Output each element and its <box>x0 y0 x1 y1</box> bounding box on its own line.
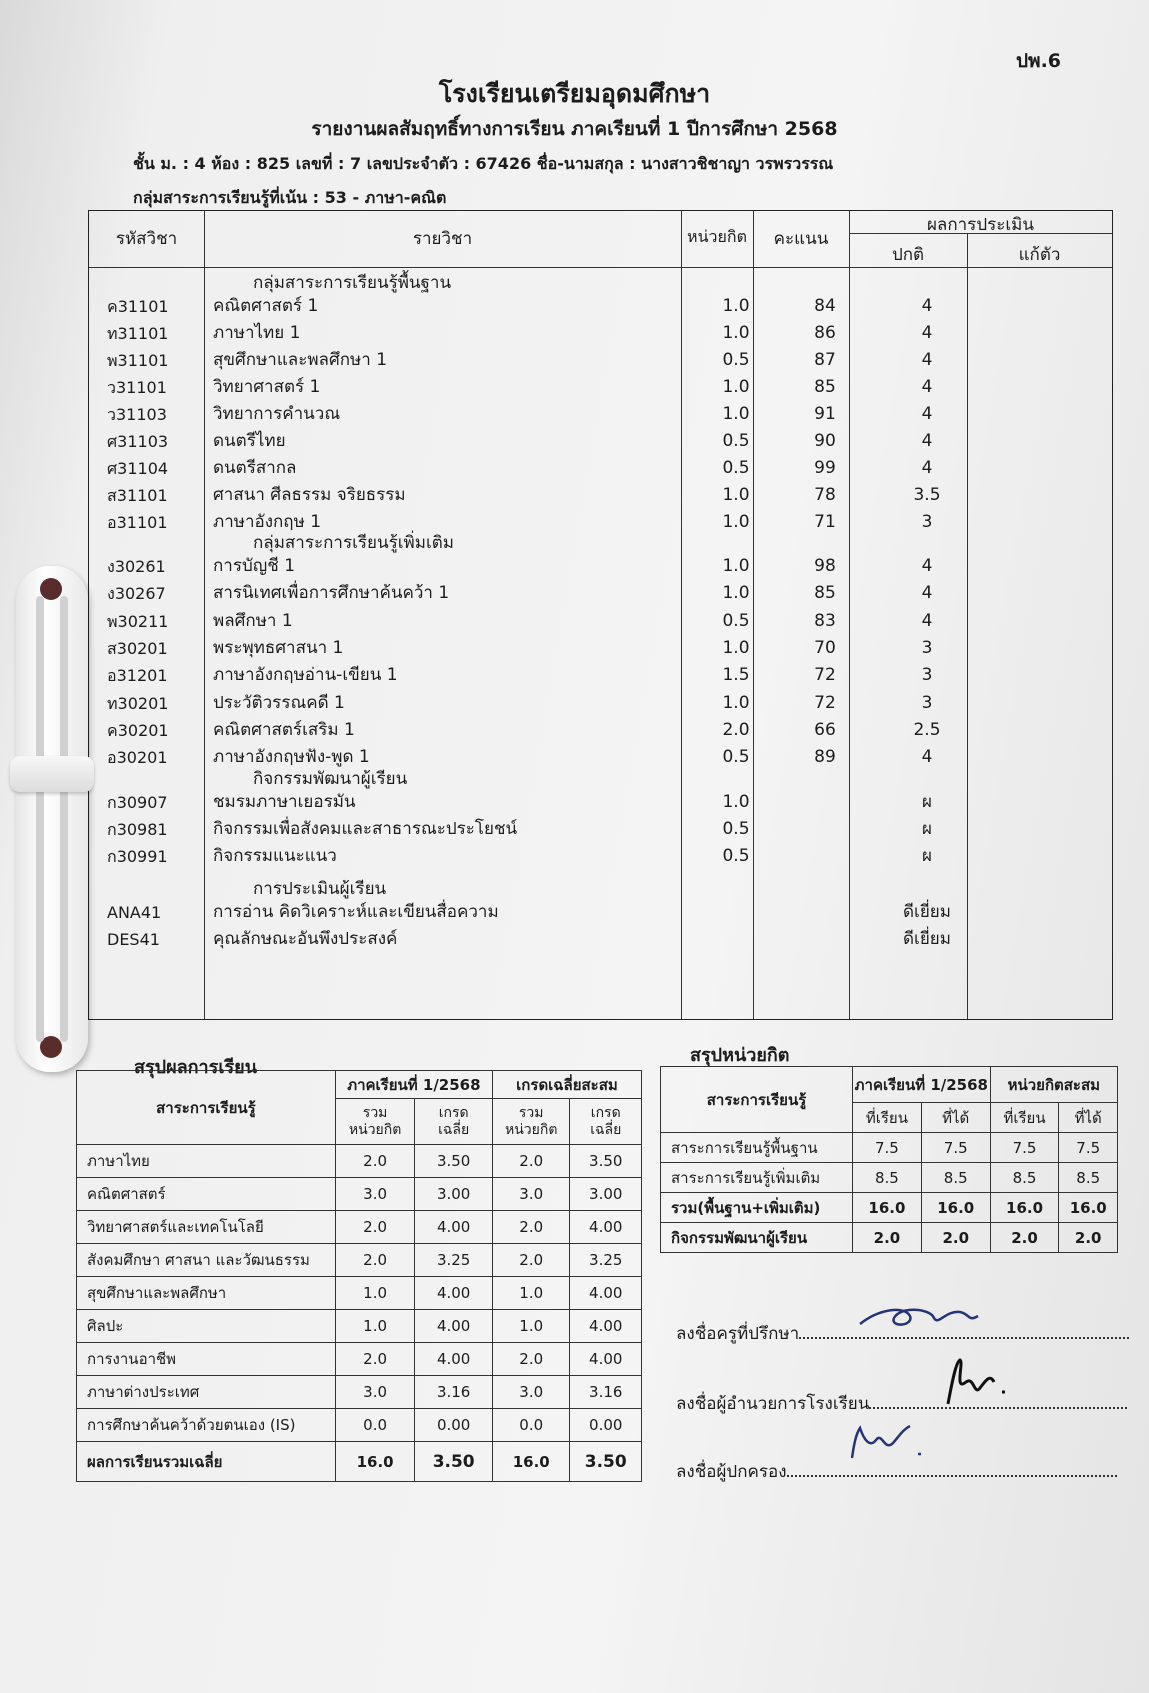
subject-score: 91 <box>814 404 836 424</box>
advisor-signature-scribble <box>850 1298 990 1338</box>
subject-credit: 1.0 <box>722 583 750 604</box>
subject-grade: 4 <box>921 350 933 370</box>
summary-cell-g2: 3.50 <box>570 1145 642 1178</box>
credits-sub-study: ที่เรียน <box>853 1103 922 1133</box>
subject-credit: 0.5 <box>722 350 750 370</box>
subject-credit: 0.5 <box>722 458 750 478</box>
subject-code: อ31101 <box>107 513 168 532</box>
subject-grade: 3 <box>921 637 933 658</box>
subject-name: ชมรมภาษาเยอรมัน <box>213 792 356 812</box>
subject-credit: 1.0 <box>722 485 750 505</box>
subject-grade: 4 <box>921 458 933 478</box>
credits-cell-area: รวม(พื้นฐาน+เพิ่มเติม) <box>661 1193 853 1223</box>
parent-signature-line: ลงชื่อผู้ปกครอง <box>676 1458 1117 1485</box>
grade-row <box>89 428 1112 455</box>
summary-cell-g1: 3.00 <box>415 1178 493 1211</box>
credits-cell-value: 7.5 <box>990 1133 1059 1163</box>
parent-signature-scribble <box>840 1418 950 1468</box>
summary-cell-area: ศิลปะ <box>77 1310 336 1343</box>
credits-cell-area: สาระการเรียนรู้เพิ่มเติม <box>661 1163 853 1193</box>
summary-cell-area: ภาษาต่างประเทศ <box>77 1376 336 1409</box>
header-normal: ปกติ <box>891 245 925 265</box>
subject-credit: 0.5 <box>722 846 750 866</box>
summary-cell-c1: 1.0 <box>335 1277 415 1310</box>
subject-score: 84 <box>814 296 836 316</box>
summary-cell-area: วิทยาศาสตร์และเทคโนโลยี <box>77 1211 336 1244</box>
summary-cell-c2: 1.0 <box>492 1277 570 1310</box>
credits-cell-value: 2.0 <box>921 1223 990 1253</box>
summary-cell-area: การงานอาชีพ <box>77 1343 336 1376</box>
subject-name: ภาษาอังกฤษอ่าน-เขียน 1 <box>213 665 398 686</box>
credits-cell-value: 8.5 <box>1059 1163 1118 1193</box>
subject-credit: 1.0 <box>722 404 750 424</box>
summary-col-area: สาระการเรียนรู้ <box>77 1071 336 1145</box>
group-heading: กิจกรรมพัฒนาผู้เรียน <box>253 769 408 789</box>
grade-row <box>89 293 1112 320</box>
summary-cell-c1: 2.0 <box>335 1343 415 1376</box>
credits-cell-value: 16.0 <box>990 1193 1059 1223</box>
credits-cell-value: 16.0 <box>1059 1193 1118 1223</box>
credits-cell-area: สาระการเรียนรู้พื้นฐาน <box>661 1133 853 1163</box>
grades-table <box>88 210 1113 1020</box>
subject-grade: 3 <box>921 512 933 532</box>
credits-title: สรุปหน่วยกิต <box>690 1045 790 1066</box>
credits-cell-value: 16.0 <box>921 1193 990 1223</box>
credits-cell-area: กิจกรรมพัฒนาผู้เรียน <box>661 1223 853 1253</box>
summary-sub-gpa-cum: เกรด เฉลี่ย <box>570 1099 642 1145</box>
subject-name: สุขศึกษาและพลศึกษา 1 <box>213 350 388 370</box>
subject-name: วิทยาการคำนวณ <box>213 404 341 424</box>
summary-cell-area: การศึกษาค้นคว้าด้วยตนเอง (IS) <box>77 1409 336 1442</box>
header-credit: หน่วยกิต <box>687 227 747 246</box>
subject-score: 66 <box>814 719 836 740</box>
subject-code: ท30201 <box>107 693 169 713</box>
summary-cell-g2: 0.00 <box>570 1409 642 1442</box>
summary-cell-c1: 2.0 <box>335 1145 415 1178</box>
summary-table <box>76 1070 642 1482</box>
subject-score: 85 <box>814 377 836 397</box>
subject-credit: 2.0 <box>722 719 750 740</box>
credits-cell-value: 8.5 <box>921 1163 990 1193</box>
subject-credit: 1.0 <box>722 792 750 812</box>
subject-name: กิจกรรมแนะแนว <box>213 846 337 866</box>
subject-code: ส31101 <box>107 486 168 505</box>
summary-cell-area: คณิตศาสตร์ <box>77 1178 336 1211</box>
subject-grade: ดีเยี่ยม <box>903 902 951 922</box>
header-subject: รายวิชา <box>412 229 473 249</box>
subject-code: พ30211 <box>107 611 169 631</box>
subject-credit: 0.5 <box>722 610 750 631</box>
subject-code: ง30261 <box>107 557 166 576</box>
credits-table <box>660 1066 1118 1253</box>
summary-cell-g1: 3.16 <box>415 1376 493 1409</box>
subject-name: ดนตรีไทย <box>213 431 286 451</box>
summary-row <box>77 1376 642 1409</box>
subject-grade: 2.5 <box>913 719 941 740</box>
group-heading: กลุ่มสาระการเรียนรู้เพิ่มเติม <box>253 533 455 553</box>
summary-cell-c1: 1.0 <box>335 1310 415 1343</box>
group-heading: กลุ่มสาระการเรียนรู้พื้นฐาน <box>253 273 452 293</box>
subject-name: พลศึกษา 1 <box>213 610 293 631</box>
student-info: ชั้น ม. : 4 ห้อง : 825 เลขที่ : 7 เลขประจำตัว : 67426 ชื่อ-นามสกุล : นางสาวชิชาญา วรพรวรรณ <box>133 154 834 173</box>
grade-row <box>89 789 1112 816</box>
summary-cell-area: สังคมศึกษา ศาสนา และวัฒนธรรม <box>77 1244 336 1277</box>
subject-code: ศ31103 <box>107 432 169 451</box>
summary-row <box>77 1277 642 1310</box>
subject-grade: 3 <box>921 692 933 713</box>
director-signature-line: ลงชื่อผู้อำนวยการโรงเรียน <box>676 1390 1127 1417</box>
summary-cell-c2: 3.0 <box>492 1178 570 1211</box>
subject-score: 71 <box>814 512 836 532</box>
grade-row <box>89 482 1112 509</box>
subject-score: 87 <box>814 350 836 370</box>
summary-cell-g2: 3.00 <box>570 1178 642 1211</box>
subject-name: คุณลักษณะอันพึงประสงค์ <box>213 929 398 949</box>
grade-row <box>89 401 1112 428</box>
grade-row <box>89 843 1112 870</box>
summary-row <box>77 1310 642 1343</box>
grade-row <box>89 553 1112 580</box>
grade-row <box>89 635 1112 662</box>
subject-credit: 1.0 <box>722 512 750 532</box>
subject-grade: 4 <box>921 296 933 316</box>
summary-cell-c2: 2.0 <box>492 1145 570 1178</box>
subject-grade: 4 <box>921 431 933 451</box>
subject-grade: 4 <box>921 610 933 631</box>
subject-grade: 4 <box>921 556 933 576</box>
subject-name: สารนิเทศเพื่อการศึกษาค้นคว้า 1 <box>213 583 450 604</box>
subject-score: 72 <box>814 665 836 686</box>
subject-credit: 1.5 <box>722 665 750 686</box>
credits-cell-value: 7.5 <box>1059 1133 1118 1163</box>
subject-score: 89 <box>814 747 836 768</box>
grade-row <box>89 899 1112 926</box>
document-code: ปพ.6 <box>1016 50 1062 72</box>
summary-cell-g1: 3.50 <box>415 1145 493 1178</box>
binder-clip <box>16 566 88 1072</box>
summary-title: สรุปผลการเรียน <box>134 1057 258 1078</box>
subject-grade: 3 <box>921 665 933 686</box>
summary-cell-c2: 1.0 <box>492 1310 570 1343</box>
subject-code: ว31101 <box>107 378 167 397</box>
summary-cell-g1: 4.00 <box>415 1310 493 1343</box>
report-title: รายงานผลสัมฤทธิ์ทางการเรียน ภาคเรียนที่ 1 ปีการศึกษา 2568 <box>311 118 838 140</box>
subject-name: คณิตศาสตร์เสริม 1 <box>213 719 355 740</box>
subject-code: ง30267 <box>107 584 166 604</box>
summary-cell-g1: 4.00 <box>415 1277 493 1310</box>
grade-row <box>89 320 1112 347</box>
subject-code: ค31101 <box>107 297 169 316</box>
credits-row <box>661 1133 1118 1163</box>
subject-score: 86 <box>814 323 836 343</box>
header-code: รหัสวิชา <box>115 229 178 249</box>
subject-code: ศ31104 <box>107 459 169 478</box>
summary-total-row <box>77 1442 642 1482</box>
credits-cell-value: 7.5 <box>921 1133 990 1163</box>
group-heading: การประเมินผู้เรียน <box>253 879 387 899</box>
subject-name: กิจกรรมเพื่อสังคมและสาธารณะประโยชน์ <box>213 819 518 839</box>
summary-cell-g1: 4.00 <box>415 1343 493 1376</box>
subject-credit: 1.0 <box>722 637 750 658</box>
credits-cell-value: 8.5 <box>853 1163 922 1193</box>
summary-row <box>77 1178 642 1211</box>
header-result: ผลการประเมิน <box>926 215 1035 235</box>
subject-grade: 4 <box>921 583 933 604</box>
credits-cell-value: 7.5 <box>853 1133 922 1163</box>
grade-row <box>89 509 1112 536</box>
subject-score: 83 <box>814 610 836 631</box>
grade-row <box>89 347 1112 374</box>
summary-total-g1: 3.50 <box>415 1442 493 1482</box>
subject-name: วิทยาศาสตร์ 1 <box>213 377 321 397</box>
subject-code: อ31201 <box>107 666 168 686</box>
subject-grade: 4 <box>921 747 933 768</box>
subject-code: DES41 <box>107 930 160 949</box>
grade-row <box>89 926 1112 953</box>
credits-col-area: สาระการเรียนรู้ <box>661 1067 853 1133</box>
credits-col-cumulative: หน่วยกิตสะสม <box>990 1067 1117 1103</box>
grade-row <box>89 580 1112 607</box>
credits-cell-value: 2.0 <box>853 1223 922 1253</box>
summary-cell-c1: 3.0 <box>335 1376 415 1409</box>
subject-score: 72 <box>814 692 836 713</box>
summary-col-term: ภาคเรียนที่ 1/2568 <box>335 1071 492 1099</box>
subject-credit: 1.0 <box>722 296 750 316</box>
subject-name: ภาษาไทย 1 <box>213 323 301 343</box>
credits-row <box>661 1193 1118 1223</box>
summary-row <box>77 1145 642 1178</box>
subject-grade: ผ <box>922 792 932 812</box>
summary-cell-c1: 2.0 <box>335 1244 415 1277</box>
summary-cell-c1: 3.0 <box>335 1178 415 1211</box>
subject-name: ประวัติวรรณคดี 1 <box>213 692 345 713</box>
summary-cell-area: สุขศึกษาและพลศึกษา <box>77 1277 336 1310</box>
summary-cell-c2: 3.0 <box>492 1376 570 1409</box>
subject-code: ว31103 <box>107 405 167 424</box>
summary-sub-credit: รวม หน่วยกิต <box>335 1099 415 1145</box>
subject-grade: 4 <box>921 377 933 397</box>
subject-code: ท31101 <box>107 324 169 343</box>
subject-score: 70 <box>814 637 836 658</box>
school-name: โรงเรียนเตรียมอุดมศึกษา <box>438 79 711 108</box>
subject-code: ส30201 <box>107 638 168 658</box>
subject-score: 78 <box>814 485 836 505</box>
subject-name: การบัญชี 1 <box>213 556 296 576</box>
summary-cell-g2: 4.00 <box>570 1343 642 1376</box>
credits-sub-got-cum: ที่ได้ <box>1059 1103 1118 1133</box>
subject-code: พ31101 <box>107 351 169 370</box>
summary-cell-area: ภาษาไทย <box>77 1145 336 1178</box>
summary-cell-g2: 4.00 <box>570 1310 642 1343</box>
summary-cell-g1: 4.00 <box>415 1211 493 1244</box>
subject-score: 99 <box>814 458 836 478</box>
header-score: คะแนน <box>773 229 829 249</box>
summary-sub-credit-cum: รวม หน่วยกิต <box>492 1099 570 1145</box>
subject-score: 98 <box>814 556 836 576</box>
credits-cell-value: 16.0 <box>853 1193 922 1223</box>
subject-code: ก30991 <box>107 847 168 866</box>
subject-credit: 0.5 <box>722 431 750 451</box>
credits-sub-got: ที่ได้ <box>921 1103 990 1133</box>
subject-credit: 1.0 <box>722 556 750 576</box>
summary-cell-g2: 4.00 <box>570 1211 642 1244</box>
grade-row <box>89 690 1112 717</box>
summary-row <box>77 1409 642 1442</box>
summary-cell-g1: 3.25 <box>415 1244 493 1277</box>
credits-row <box>661 1223 1118 1253</box>
credits-sub-study-cum: ที่เรียน <box>990 1103 1059 1133</box>
grade-row <box>89 717 1112 744</box>
subject-code: ก30981 <box>107 820 168 839</box>
summary-col-cumulative: เกรดเฉลี่ยสะสม <box>492 1071 641 1099</box>
grade-row <box>89 608 1112 635</box>
focus-group: กลุ่มสาระการเรียนรู้ที่เน้น : 53 - ภาษา-คณิต <box>133 188 447 207</box>
summary-cell-g2: 3.16 <box>570 1376 642 1409</box>
subject-credit: 1.0 <box>722 692 750 713</box>
subject-name: คณิตศาสตร์ 1 <box>213 296 319 316</box>
subject-code: ANA41 <box>107 903 162 922</box>
subject-credit: 0.5 <box>722 819 750 839</box>
subject-code: ค30201 <box>107 720 169 740</box>
summary-cell-g2: 3.25 <box>570 1244 642 1277</box>
grade-row <box>89 374 1112 401</box>
subject-grade: 4 <box>921 323 933 343</box>
director-signature-scribble <box>930 1352 1020 1412</box>
summary-total-g2: 3.50 <box>570 1442 642 1482</box>
subject-name: ศาสนา ศีลธรรม จริยธรรม <box>213 485 406 505</box>
subject-name: การอ่าน คิดวิเคราะห์และเขียนสื่อความ <box>213 902 499 922</box>
subject-name: ภาษาอังกฤษ 1 <box>213 512 322 532</box>
subject-code: ก30907 <box>107 793 168 812</box>
summary-total-c2: 16.0 <box>492 1442 570 1482</box>
subject-code: อ30201 <box>107 748 168 768</box>
header-retake: แก้ตัว <box>1018 245 1061 265</box>
grade-row <box>89 662 1112 689</box>
subject-credit: 1.0 <box>722 323 750 343</box>
subject-name: พระพุทธศาสนา 1 <box>213 637 344 658</box>
summary-row <box>77 1244 642 1277</box>
summary-total-c1: 16.0 <box>335 1442 415 1482</box>
grade-row <box>89 744 1112 771</box>
subject-score: 85 <box>814 583 836 604</box>
credits-row <box>661 1163 1118 1193</box>
grade-row <box>89 816 1112 843</box>
summary-cell-c2: 2.0 <box>492 1244 570 1277</box>
grade-row <box>89 455 1112 482</box>
summary-cell-c1: 0.0 <box>335 1409 415 1442</box>
summary-cell-g1: 0.00 <box>415 1409 493 1442</box>
subject-credit: 0.5 <box>722 747 750 768</box>
summary-cell-g2: 4.00 <box>570 1277 642 1310</box>
subject-name: ภาษาอังกฤษฟัง-พูด 1 <box>213 747 370 768</box>
summary-sub-gpa: เกรด เฉลี่ย <box>415 1099 493 1145</box>
subject-grade: ผ <box>922 846 932 866</box>
credits-col-term: ภาคเรียนที่ 1/2568 <box>853 1067 991 1103</box>
summary-row <box>77 1343 642 1376</box>
credits-cell-value: 2.0 <box>1059 1223 1118 1253</box>
summary-cell-c2: 2.0 <box>492 1343 570 1376</box>
subject-grade: ดีเยี่ยม <box>903 929 951 949</box>
subject-grade: 4 <box>921 404 933 424</box>
summary-cell-c1: 2.0 <box>335 1211 415 1244</box>
subject-score: 90 <box>814 431 836 451</box>
subject-name: ดนตรีสากล <box>213 458 297 478</box>
summary-cell-c2: 0.0 <box>492 1409 570 1442</box>
advisor-signature-line: ลงชื่อครูที่ปรึกษา <box>676 1320 1129 1347</box>
summary-total-area: ผลการเรียนรวมเฉลี่ย <box>77 1442 336 1482</box>
credits-cell-value: 2.0 <box>990 1223 1059 1253</box>
subject-grade: ผ <box>922 819 932 839</box>
subject-grade: 3.5 <box>913 485 941 505</box>
credits-cell-value: 8.5 <box>990 1163 1059 1193</box>
subject-credit: 1.0 <box>722 377 750 397</box>
summary-cell-c2: 2.0 <box>492 1211 570 1244</box>
summary-row <box>77 1211 642 1244</box>
